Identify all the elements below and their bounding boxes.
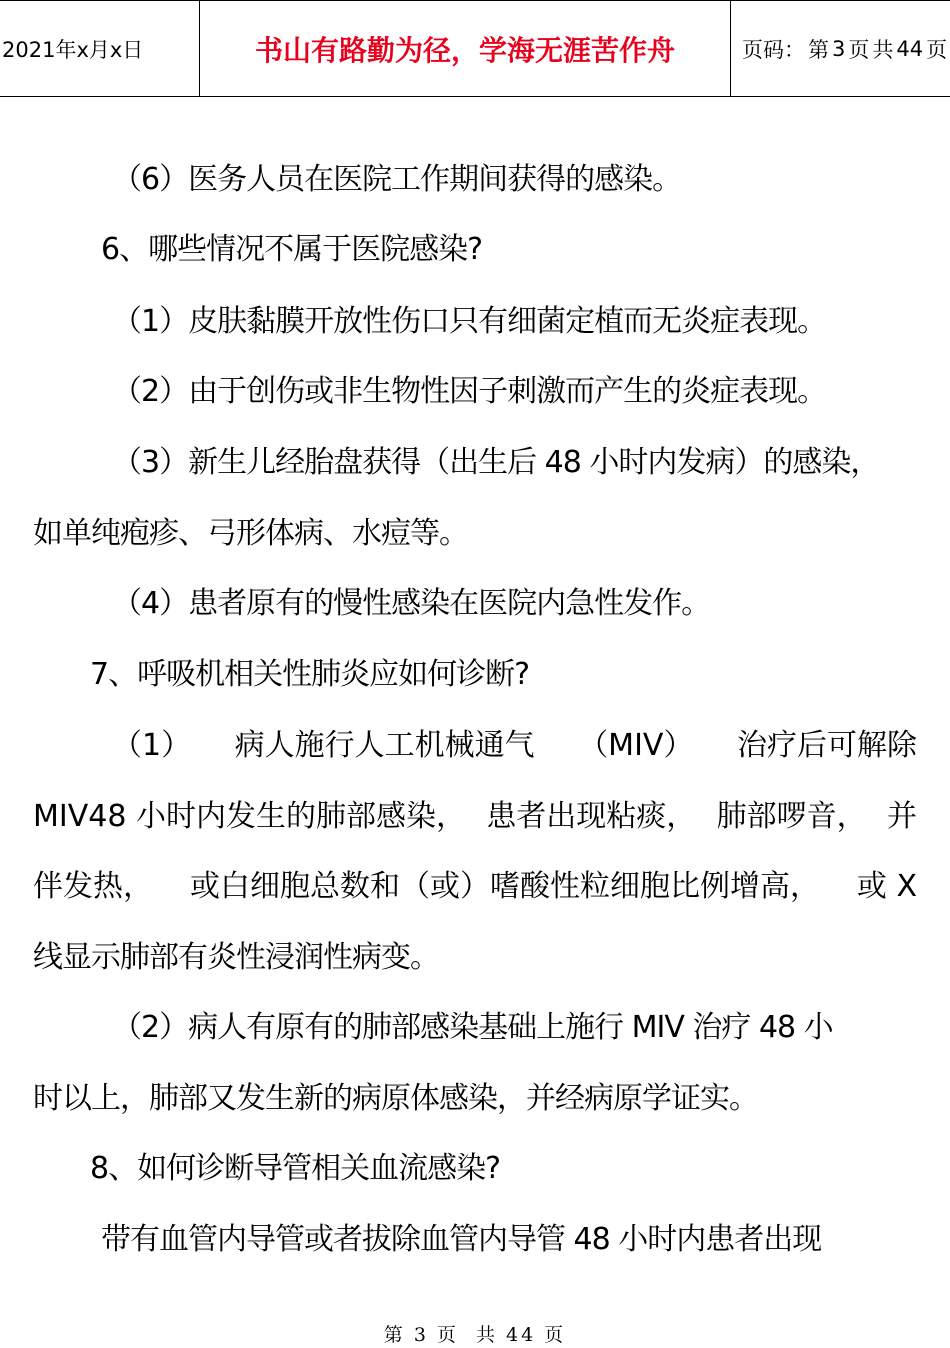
page-footer xyxy=(0,1320,950,1347)
question-heading: 7、呼吸机相关性肺炎应如何诊断? xyxy=(90,657,530,692)
footer-unit: 页 xyxy=(436,1324,459,1346)
total-pages: 44 xyxy=(896,36,924,61)
text-line: （2）由于创伤或非生物性因子刺激而产生的炎症表现。 xyxy=(112,374,827,409)
page-prefix: 第 xyxy=(808,37,829,62)
question-heading: 8、如何诊断导管相关血流感染? xyxy=(90,1151,501,1186)
footer-total-pages: 44 xyxy=(505,1324,537,1346)
question-heading: 6、哪些情况不属于医院感染? xyxy=(101,232,483,267)
text-segment: 患者出现粘痰， xyxy=(486,799,697,834)
text-segment: 并 xyxy=(887,799,917,834)
text-line: （4）患者原有的慢性感染在医院内急性发作。 xyxy=(112,586,711,621)
header-date: 2021年x月x日 xyxy=(0,1,200,96)
text-segment: 或 X xyxy=(856,869,917,904)
total-prefix: 共 xyxy=(872,37,894,62)
footer-prefix: 第 xyxy=(383,1324,406,1346)
page-unit: 页 xyxy=(848,37,870,62)
justified-text-line xyxy=(112,726,917,766)
text-segment: 治疗后可解除 xyxy=(737,728,917,763)
footer-total-prefix: 共 xyxy=(475,1324,498,1346)
text-line: 带有血管内导管或者拔除血管内导管 48 小时内患者出现 xyxy=(101,1222,822,1257)
footer-total-unit: 页 xyxy=(544,1324,567,1346)
page-label: 页码： xyxy=(742,37,805,62)
justified-text-line xyxy=(33,797,917,837)
page-header xyxy=(0,0,950,97)
text-line: 时以上，肺部又发生新的病原体感染，并经病原学证实。 xyxy=(33,1081,758,1116)
text-line: 如单纯疱疹、弓形体病、水痘等。 xyxy=(33,516,468,551)
page-number: 3 xyxy=(832,36,846,61)
text-line: （1）皮肤黏膜开放性伤口只有细菌定植而无炎症表现。 xyxy=(112,304,827,339)
text-segment: 肺部啰音， xyxy=(716,799,867,834)
text-segment: （1） xyxy=(112,728,192,763)
header-motto: 书山有路勤为径，学海无涯苦作舟 xyxy=(200,1,731,96)
text-line: （6）医务人员在医院工作期间获得的感染。 xyxy=(112,162,682,197)
text-segment: 病人施行人工机械通气 xyxy=(234,728,535,763)
total-unit: 页 xyxy=(926,37,948,62)
text-segment: 伴发热， xyxy=(33,869,153,904)
text-line: （2）病人有原有的肺部感染基础上施行 MIV 治疗 48 小 xyxy=(112,1010,833,1045)
footer-page-number: 3 xyxy=(413,1324,429,1346)
justified-text-line xyxy=(33,867,917,907)
text-segment: 或白细胞总数和（或）嗜酸性粒细胞比例增高， xyxy=(189,869,820,904)
text-segment: （MIV） xyxy=(578,728,694,763)
text-segment: MIV48 小时内发生的肺部感染， xyxy=(33,799,466,834)
text-line: （3）新生儿经胎盘获得（出生后 48 小时内发病）的感染， xyxy=(112,445,880,480)
header-page-indicator xyxy=(730,1,950,96)
text-line: 线显示肺部有炎性浸润性病变。 xyxy=(33,940,439,975)
